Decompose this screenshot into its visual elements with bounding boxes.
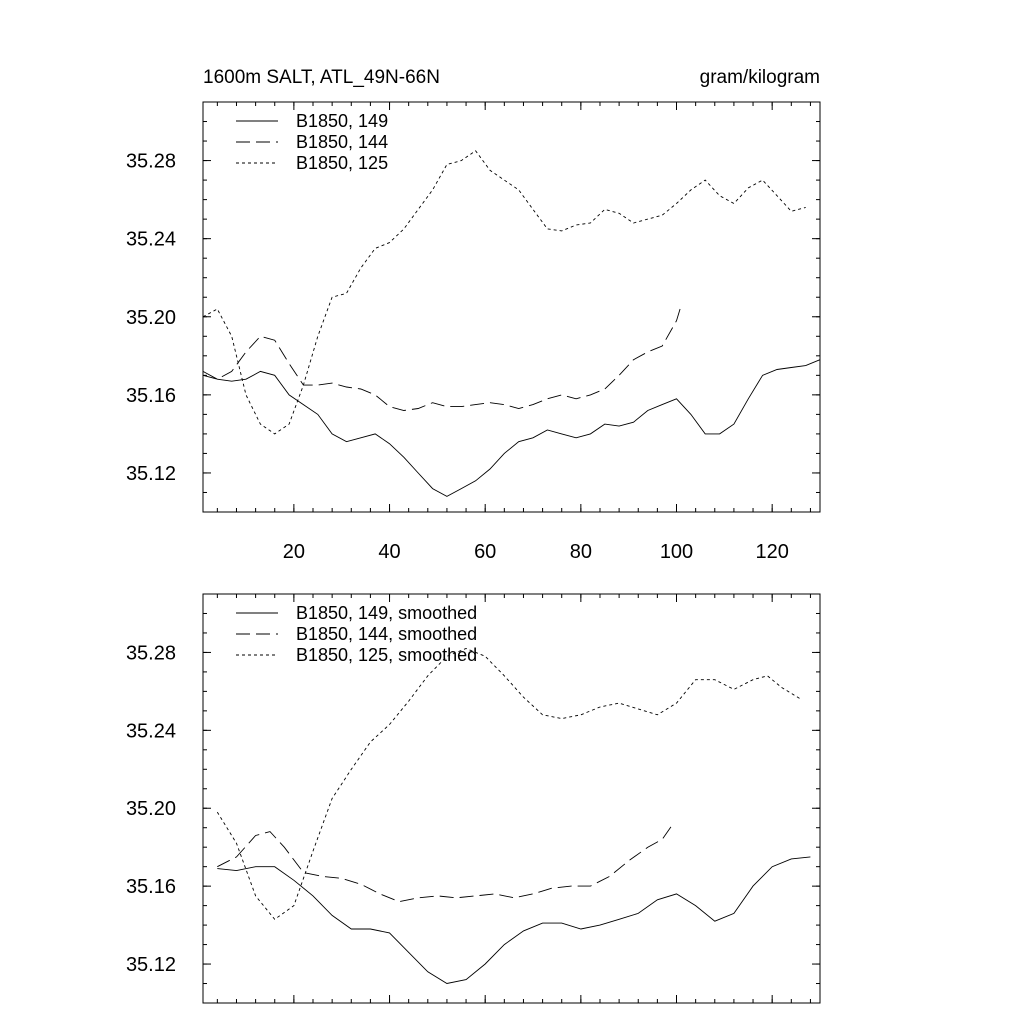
legend-label: B1850, 144 — [296, 132, 389, 152]
x-tick-label: 60 — [474, 541, 497, 563]
legend-label: B1850, 149 — [296, 111, 389, 131]
y-tick-label: 35.12 — [125, 954, 176, 977]
x-tick-label: 120 — [755, 541, 789, 563]
x-tick-label: 40 — [378, 541, 401, 563]
series-line-solid — [203, 360, 820, 497]
y-tick-label: 35.28 — [125, 150, 176, 173]
x-tick-label: 100 — [659, 541, 694, 563]
y-tick-label: 35.24 — [125, 720, 176, 743]
y-tick-label: 35.12 — [125, 462, 176, 485]
y-tick-label: 35.16 — [125, 876, 176, 899]
legend-label: B1850, 144, smoothed — [296, 624, 478, 644]
series-line-dashed — [217, 826, 671, 902]
top-panel-raw — [126, 102, 820, 563]
series-line-solid — [217, 857, 810, 984]
chart-left-title: 1600m SALT, ATL_49N-66N — [203, 67, 440, 88]
chart-units-label: gram/kilogram — [699, 67, 820, 88]
series-line-dashed — [203, 305, 681, 411]
legend-label: B1850, 149, smoothed — [296, 603, 478, 623]
y-tick-label: 35.20 — [125, 306, 176, 329]
x-tick-label: 20 — [282, 541, 306, 563]
bottom-panel-smoothed — [126, 594, 820, 1003]
series-line-dotted — [203, 151, 806, 434]
legend-label: B1850, 125, smoothed — [296, 645, 478, 665]
y-tick-label: 35.20 — [125, 798, 176, 821]
series-line-dotted — [217, 649, 801, 920]
y-tick-label: 35.24 — [125, 228, 176, 251]
x-tick-label: 80 — [569, 541, 592, 563]
legend-label: B1850, 125 — [296, 153, 389, 173]
y-tick-label: 35.16 — [125, 384, 176, 407]
y-tick-label: 35.28 — [125, 642, 176, 665]
